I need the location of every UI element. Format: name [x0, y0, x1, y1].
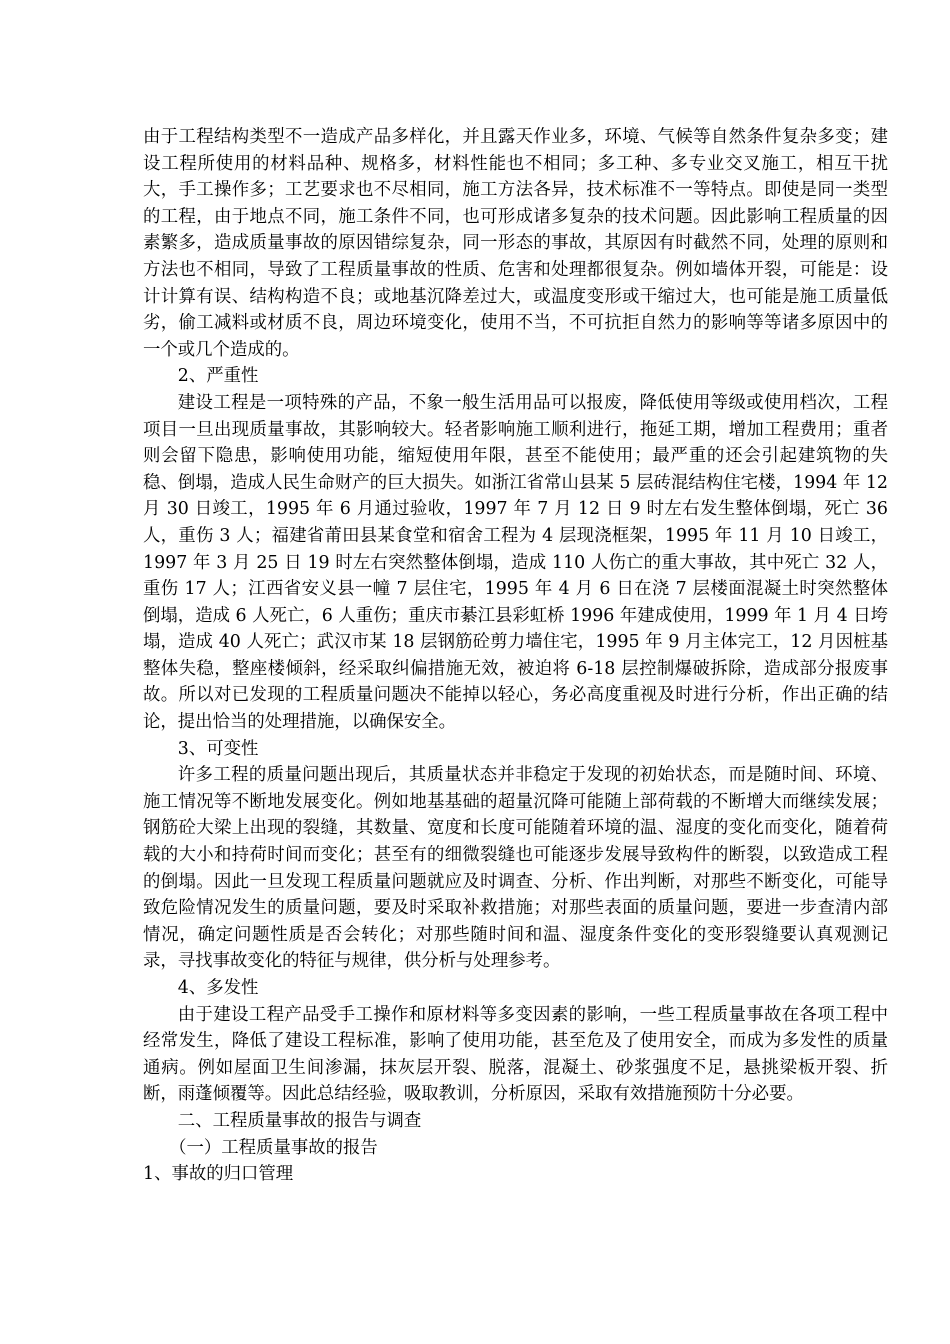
section-heading-severity: 2、严重性	[177, 366, 259, 387]
item-heading-management: 1、事故的归口管理	[143, 1164, 294, 1185]
section-heading-frequency: 4、多发性	[177, 978, 259, 998]
body-paragraph: 由于工程结构类型不一造成产品多样化，并且露天作业多，环境、气候等自然条件复杂多变；建设工程所使用的材料品种、规格多，材料性能也不相同；多工种、多专业交叉施工，相互干扰大，手工操作多；工艺要求也不尽相同，施工方法各异，技术标准不一等特点。即使是同一类型的工程，由于地点不同，施工条件不同，也可形成诸多复杂的技术问题。因此影响工程质量的因素繁多，造成质量事故的原因错综复杂，同一形态的事故，其原因有时截然不同，处理的原则和方法也不相同，导致了工程质量事故的性质、危害和处理都很复杂。例如墙体开裂，可能是：设计计算有误、结构构造不良；或地基沉降差过大，或温度变形或干缩过大，也可能是施工质量低劣，偷工减料或材质不良，周边环境变化，使用不当，不可抗拒自然力的影响等等诸多原因中的一个或几个造成的。	[143, 127, 888, 360]
body-paragraph: 建设工程是一项特殊的产品，不象一般生活用品可以报废，降低使用等级或使用档次，工程项目一旦出现质量事故，其影响较大。轻者影响施工顺利进行，拖延工期，增加工程费用；重者则会留下隐患，影响使用功能，缩短使用年限，甚至不能使用；最严重的还会引起建筑物的失稳、倒塌，造成人民生命财产的巨大损失。如浙江省常山县某 5 层砖混结构住宅楼，1994 年 12 月 30 日竣工，1995 年 6 月通过验收，1997 年 7 月 12 日 9 时左右发生整体倒塌，死亡 36 人，重伤 3 人；福建省莆田县某食堂和宿舍工程为 4 层现浇框架，1995 年 11 月 10 日竣工，1997 年 3 月 25 日 19 时左右突然整体倒塌，造成 110 人伤亡的重大事故，其中死亡 32 人，重伤 17 人；江西省安义县一幢 7 层住宅，1995 年 4 月 6 日在浇 7 层楼面混凝土时突然整体倒塌，造成 6 人死亡，6 人重伤；重庆市綦江县彩虹桥 1996 年建成使用，1999 年 1 月 4 日垮塌，造成 40 人死亡；武汉市某 18 层钢筋砼剪力墙住宅，1995 年 9 月主体完工，12 月因桩基整体失稳，整座楼倾斜，经采取纠偏措施无效，被迫将 6-18 层控制爆破拆除，造成部分报废事故。所以对已发现的工程质量问题决不能掉以轻心，务必高度重视及时进行分析，作出正确的结论，提出恰当的处理措施，以确保安全。	[143, 392, 888, 733]
chapter-heading-report-investigation: 二、工程质量事故的报告与调查	[177, 1110, 422, 1131]
body-paragraph: 由于建设工程产品受手工操作和原材料等多变因素的影响，一些工程质量事故在各项工程中经常发生，降低了建设工程标准，影响了使用功能，甚至危及了使用安全，而成为多发性的质量通病。例如屋面卫生间渗漏，抹灰层开裂、脱落，混凝土、砂浆强度不足，悬挑梁板开裂、折断，雨蓬倾覆等。因此总结经验，吸取教训，分析原因，采取有效措施预防十分必要。	[143, 1004, 888, 1105]
subsection-heading-report: （一）工程质量事故的报告	[169, 1137, 378, 1158]
section-heading-variability: 3、可变性	[177, 738, 259, 759]
document-page	[143, 124, 888, 1188]
body-paragraph: 许多工程的质量问题出现后，其质量状态并非稳定于发现的初始状态，而是随时间、环境、施工情况等不断地发展变化。例如地基基础的超量沉降可能随上部荷载的不断增大而继续发展；钢筋砼大梁上出现的裂缝，其数量、宽度和长度可能随着环境的温、湿度的变化而变化，随着荷载的大小和持荷时间而变化；甚至有的细微裂缝也可能逐步发展导致构件的断裂，以致造成工程的倒塌。因此一旦发现工程质量问题就应及时调查、分析、作出判断，对那些不断变化，可能导致危险情况发生的质量问题，要及时采取补救措施；对那些表面的质量问题，要进一步查清内部情况，确定问题性质是否会转化；对那些随时间和温、湿度条件变化的变形裂缝要认真观测记录，寻找事故变化的特征与规律，供分析与处理参考。	[143, 765, 888, 972]
